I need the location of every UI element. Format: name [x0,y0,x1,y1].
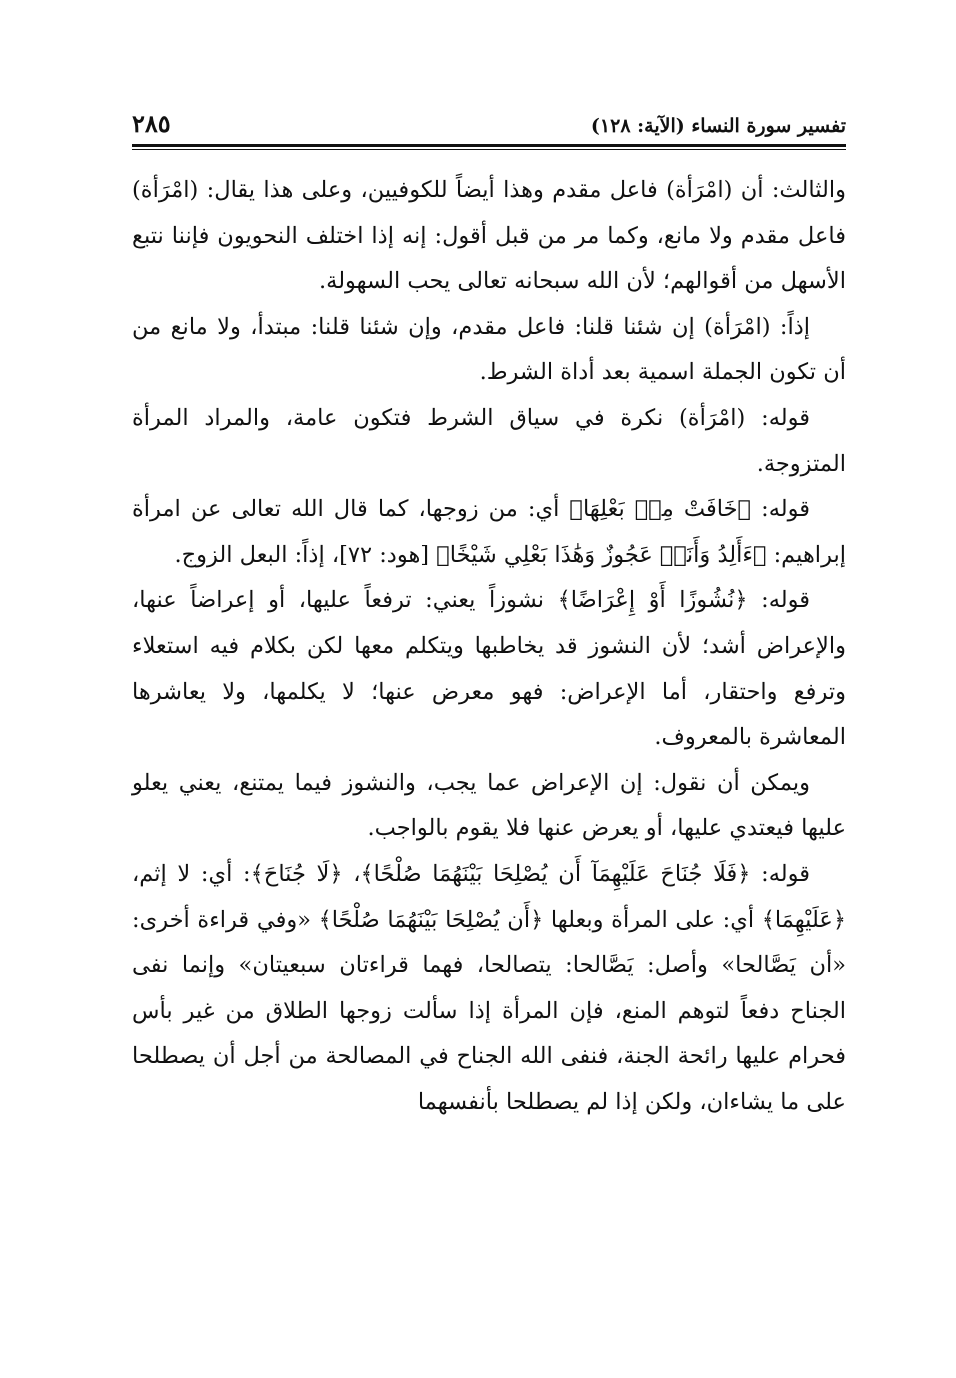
body-text [132,168,846,1125]
header-rule-thin [132,149,846,150]
paragraph-5: قوله: ﴿نُشُوزًا أَوْ إِعْرَاضًا﴾ نشوزاً يعني: ترفعاً عليها، أو إعراضاً عنها، والإعراض أشد؛ لأن النشوز قد يخاطبها ويتكلم معها لكن بكلام فيه استعلاء وترفع واحتقار، أما الإعراض: فهو معرض عنها؛ لا يكلمها، ولا يعاشرها المعاشرة بالمعروف. [132,587,846,751]
paragraph-3: قوله: (امْرَأة) نكرة في سياق الشرط فتكون عامة، والمراد المرأة المتزوجة. [132,404,846,477]
paragraph-4: قوله: ﴿خَافَتْ مِنۢ بَعْلِهَا﴾ أي: من زوجها، كما قال الله تعالى عن امرأة إبراهيم: ﴿ءَأَلِدُ وَأَنَا۠ عَجُوزٌ وَهَٰذَا بَعْلِي شَيْخًا﴾ [هود: ٧٢]، إذاً: البعل الزوج. [132,496,846,568]
running-title: تفسير سورة النساء (الآية: ١٢٨) [590,115,846,137]
page-header [132,98,846,138]
page-number: ٢٨٥ [132,109,171,138]
paragraph-6: ويمكن أن نقول: إن الإعراض عما يجب، والنشوز فيما يمتنع، يعني يعلو عليها فيعتدي عليها، أو يعرض عنها فلا يقوم بالواجب. [132,769,846,842]
paragraph-2: إذاً: (امْرَأة) إن شئنا قلنا: فاعل مقدم، وإن شئنا قلنا: مبتدأ، ولا مانع من أن تكون الجملة اسمية بعد أداة الشرط. [132,313,846,386]
book-page [132,98,846,1328]
header-rule-thick [132,144,846,147]
paragraph-7: قوله: ﴿فَلَا جُنَاحَ عَلَيْهِمَآ أَن يُصْلِحَا بَيْنَهُمَا صُلْحًا﴾، ﴿لَا جُنَاحَ﴾: أي: لا إثم، ﴿عَلَيْهِمَا﴾ أي: على المرأة وبعلها ﴿أَن يُصْلِحَا بَيْنَهُمَا صُلْحًا﴾ «وفي قراءة أخرى: «أن يَصَّالحا» وأصل: يَصَّالحا: يتصالحا، فهما قراءتان سبعيتان» وإنما نفى الجناح دفعاً لتوهم المنع، فإن المرأة إذا سألت زوجها الطلاق من غير بأس فحرام عليها رائحة الجنة، فنفى الله الجناح في المصالحة من أجل أن يصطلحا على ما يشاءان، ولكن إذا لم يصطلحا بأنفسهما [132,860,846,1115]
paragraph-1: والثالث: أن (امْرَأة) فاعل مقدم وهذا أيضاً للكوفيين، وعلى هذا يقال: (امْرَأة) فاعل مقدم ولا مانع، وكما مر من قبل أقول: إنه إذا اختلف النحويون فإننا نتبع الأسهل من أقوالهم؛ لأن الله سبحانه تعالى يحب السهولة. [132,177,846,295]
